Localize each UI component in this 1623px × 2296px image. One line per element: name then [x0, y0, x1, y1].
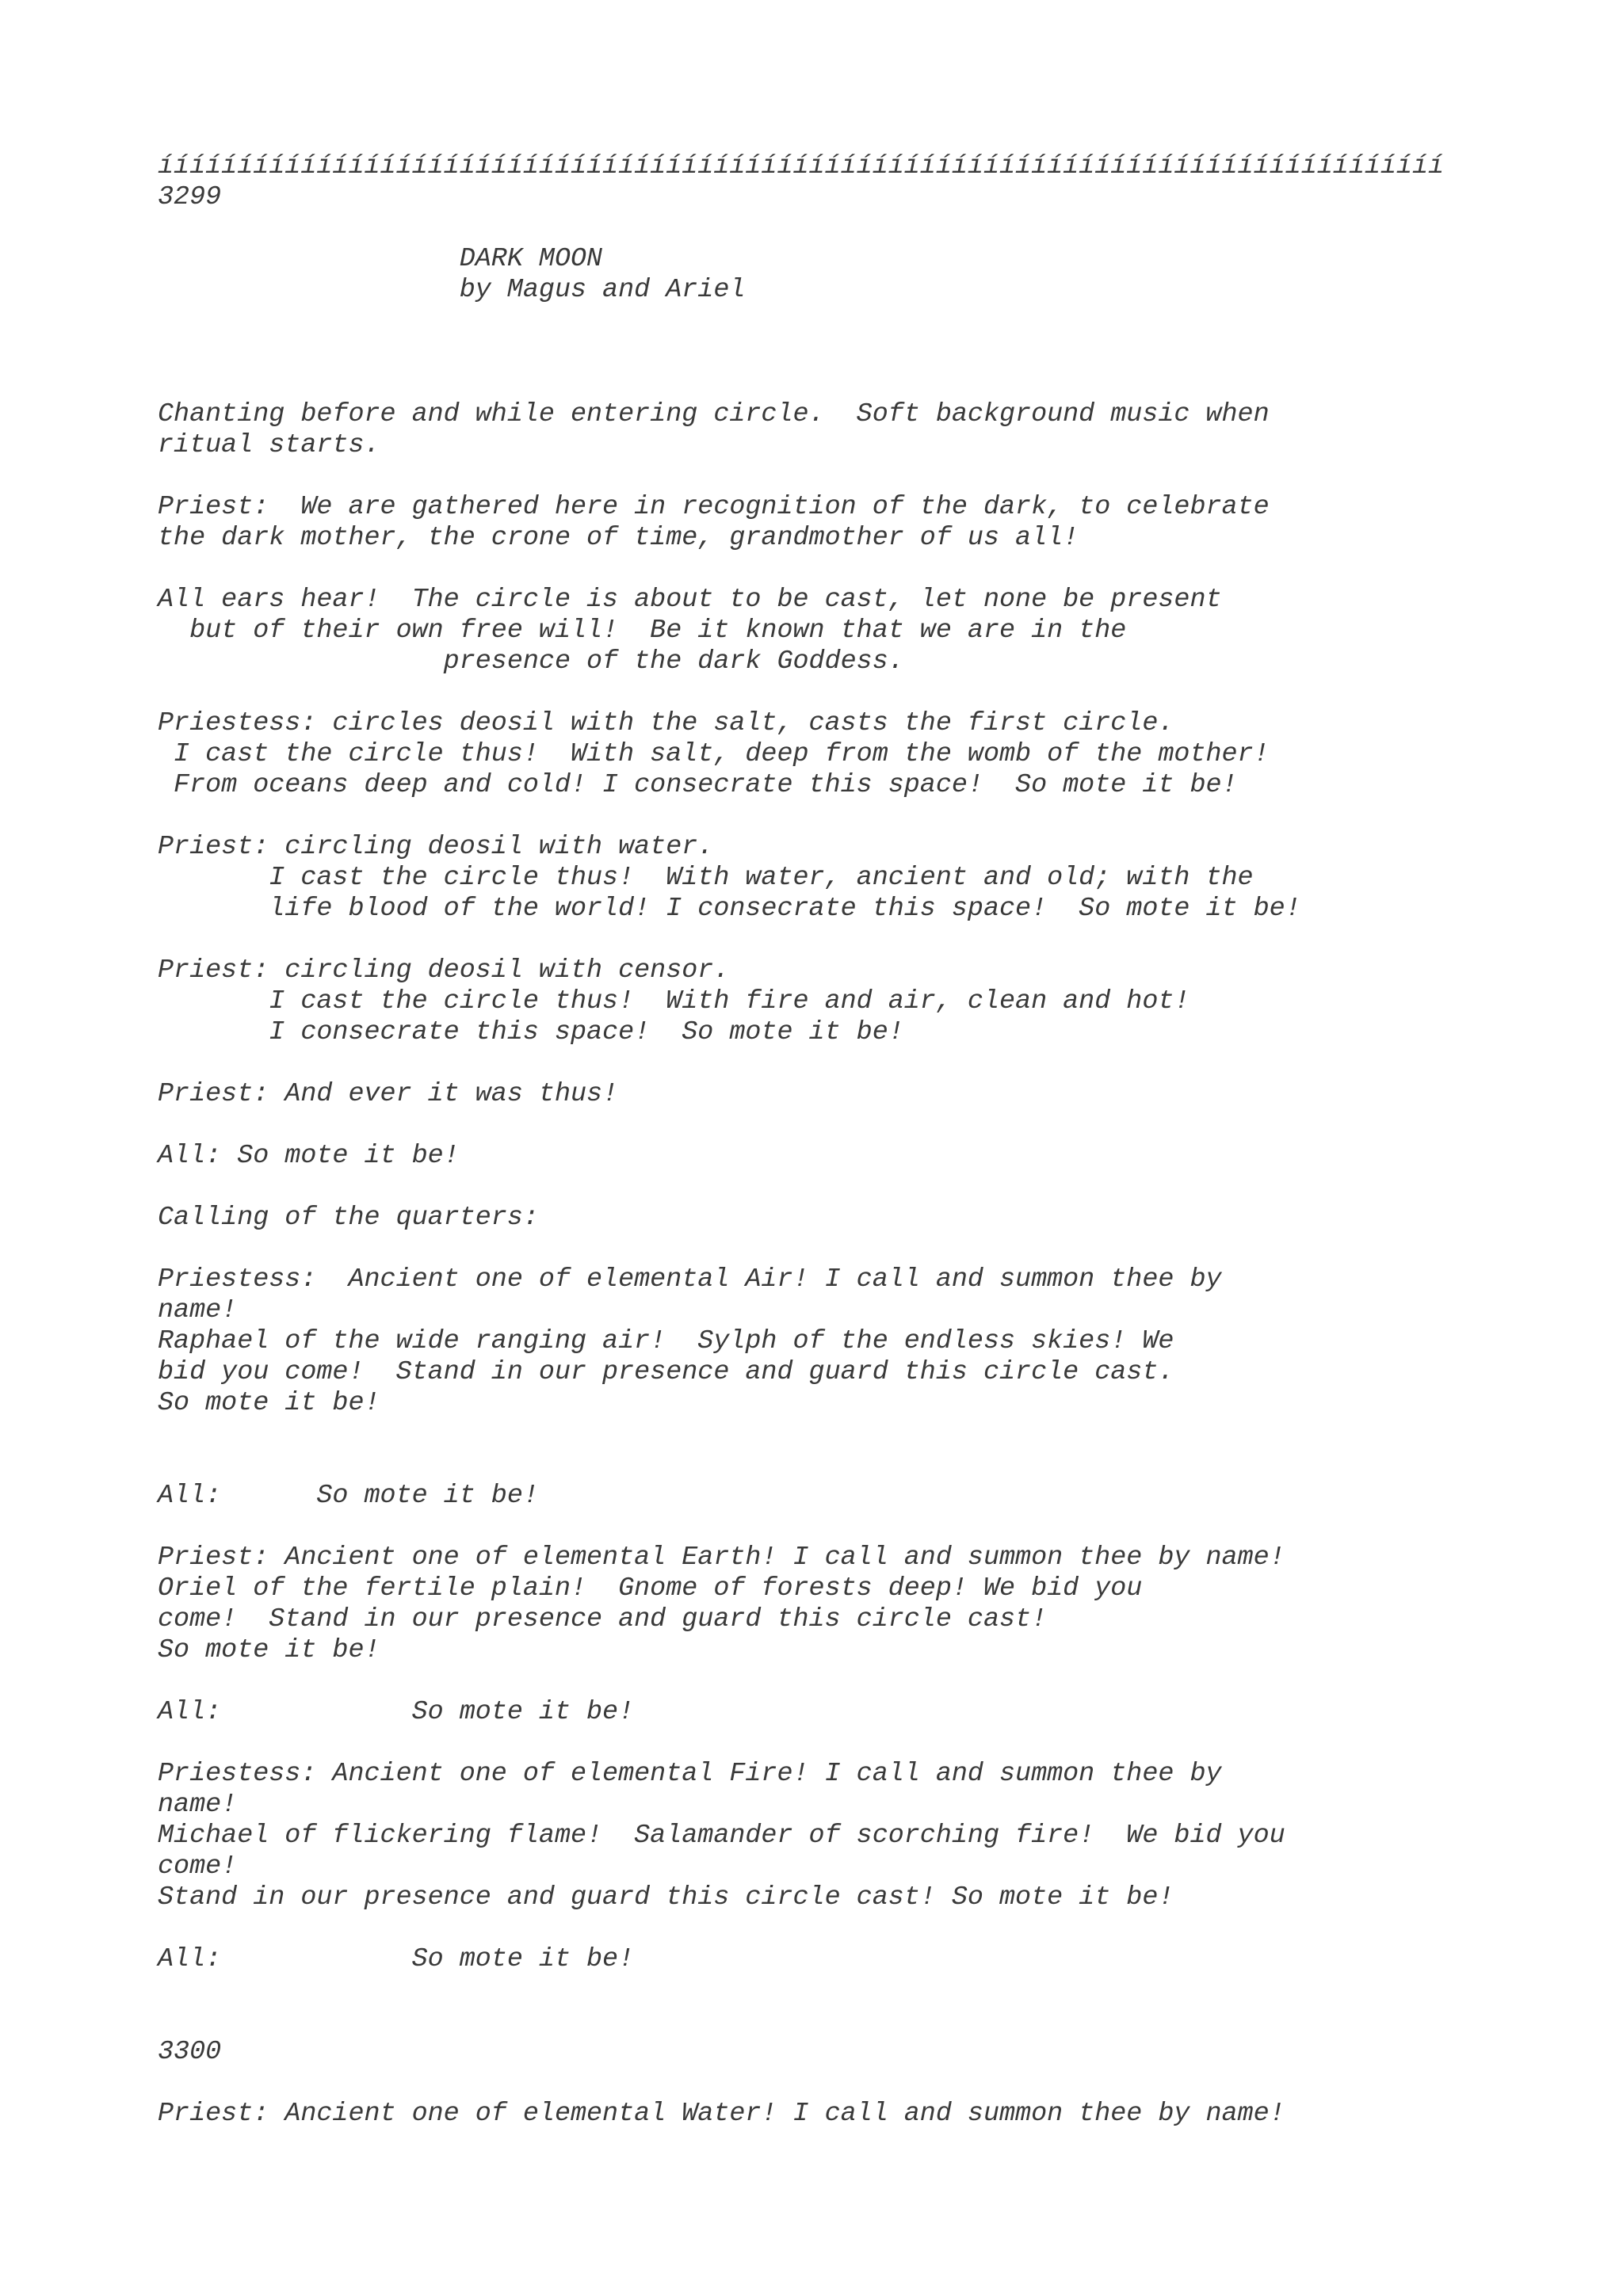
section-heading: Calling of the quarters:: [158, 1203, 539, 1233]
text-line: Priest: Ancient one of elemental Earth! I call and summon thee by name!: [158, 1543, 1285, 1573]
text-line: name!: [158, 1295, 238, 1325]
text-line: Priestess: Ancient one of elemental Air! I call and summon thee by: [158, 1264, 1222, 1295]
page-number: 3299: [158, 182, 222, 212]
text-line: ritual starts.: [158, 430, 380, 460]
text-line: So mote it be!: [158, 1635, 380, 1665]
text-line: Priestess: circles deosil with the salt, casts the first circle.: [158, 708, 1174, 738]
separator-line: ííííííííííííííííííííííííííííííííííííííííííííííííííííííííííííííííííííííííííííííííí: [158, 151, 1445, 181]
text-line: All: So mote it be!: [158, 1481, 539, 1511]
text-line: So mote it be!: [158, 1388, 380, 1418]
text-line: I cast the circle thus! With fire and air, clean and hot!: [158, 986, 1190, 1016]
text-line: bid you come! Stand in our presence and guard this circle cast.: [158, 1357, 1174, 1387]
text-line: All: So mote it be!: [158, 1944, 635, 1974]
text-line: Chanting before and while entering circle. Soft background music when: [158, 399, 1270, 429]
document-title: DARK MOON: [158, 244, 603, 274]
text-line: Priest: circling deosil with water.: [158, 832, 714, 862]
text-line: Oriel of the fertile plain! Gnome of forests deep! We bid you: [158, 1573, 1143, 1604]
text-line: Priestess: Ancient one of elemental Fire! I call and summon thee by: [158, 1759, 1222, 1789]
text-line: Raphael of the wide ranging air! Sylph of the endless skies! We: [158, 1326, 1174, 1356]
text-line: presence of the dark Goddess.: [158, 646, 904, 677]
text-line: name!: [158, 1790, 238, 1820]
text-line: Priest: We are gathered here in recognition of the dark, to celebrate: [158, 492, 1270, 522]
text-line: Michael of flickering flame! Salamander of scorching fire! We bid you: [158, 1821, 1285, 1851]
text-line: Priest: And ever it was thus!: [158, 1079, 619, 1109]
text-line: the dark mother, the crone of time, grandmother of us all!: [158, 523, 1079, 553]
text-line: but of their own free will! Be it known that we are in the: [158, 616, 1127, 646]
text-line: come! Stand in our presence and guard this circle cast!: [158, 1604, 1048, 1634]
text-line: life blood of the world! I consecrate this space! So mote it be!: [158, 894, 1301, 924]
text-line: All: So mote it be!: [158, 1141, 460, 1171]
document-byline: by Magus and Ariel: [158, 275, 746, 305]
text-line: All ears hear! The circle is about to be cast, let none be present: [158, 585, 1222, 615]
text-line: come!: [158, 1852, 238, 1882]
text-line: All: So mote it be!: [158, 1697, 635, 1727]
text-line: I cast the circle thus! With salt, deep from the womb of the mother!: [158, 739, 1270, 769]
text-line: Priest: Ancient one of elemental Water! I call and summon thee by name!: [158, 2099, 1285, 2129]
page-number: 3300: [158, 2037, 222, 2067]
text-line: I consecrate this space! So mote it be!: [158, 1017, 904, 1047]
text-line: Stand in our presence and guard this circle cast! So mote it be!: [158, 1882, 1174, 1913]
text-line: Priest: circling deosil with censor.: [158, 955, 730, 986]
text-line: I cast the circle thus! With water, ancient and old; with the: [158, 863, 1254, 893]
text-line: From oceans deep and cold! I consecrate this space! So mote it be!: [158, 770, 1238, 800]
